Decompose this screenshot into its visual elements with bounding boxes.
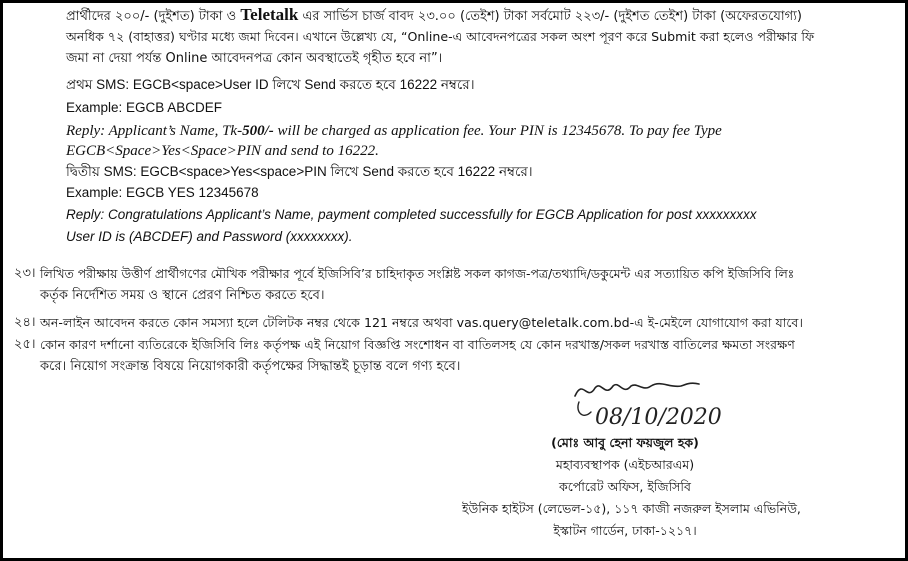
second-sms-example: Example: EGCB YES 12345678 <box>66 185 259 200</box>
item-23-line-2: কর্তৃক নির্দেশিত সময় ও স্থানে প্রেরণ নিশ্চিত করতে হবে। <box>40 288 325 303</box>
first-sms-example: Example: EGCB ABCDEF <box>66 100 223 115</box>
reply-fee-amount: 500/- <box>242 123 274 139</box>
first-sms-reply-line-1 <box>66 120 722 142</box>
paragraph-line-2: অনধিক ৭২ (বাহাত্তর) ঘণ্টার মধ্যে জমা দিবেন। এখানে উল্লেখ্য যে, “Online-এ আবেদনপত্রের সকল অংশ পূরণ করে Submit করা হলেও পরীক্ষার ফি <box>66 29 815 44</box>
fee-text-c: এর সার্ভিস চার্জ বাবদ ২৩.০০ (তেইশ) টাকা সর্বমোট ২২৩/- (দুইশত তেইশ) টাকা (অফেরতযোগ্য) <box>302 9 802 24</box>
signatory-office: কর্পোরেট অফিস, ইজিসিবি <box>559 479 691 494</box>
item-25-line-1: কোন কারণ দর্শানো ব্যতিরেকে ইজিসিবি লিঃ কর্তৃপক্ষ এই নিয়োগ বিজ্ঞপ্তি সংশোধন বা বাতিলসহ যে কোন দরখাস্ত/সকল দরখাস্ত বাতিলের ক্ষমতা সংরক্ষণ <box>40 337 795 352</box>
item-25-number: ২৫। <box>14 337 36 352</box>
paragraph-line-1 <box>66 4 802 28</box>
signatory-address-line-1: ইউনিক হাইটস (লেভেল-১৫), ১১৭ কাজী নজরুল ইসলাম এভিনিউ, <box>462 501 801 516</box>
handwritten-signature <box>565 372 745 432</box>
item-25-line-2: করে। নিয়োগ সংক্রান্ত বিষয়ে নিয়োগকারী কর্তৃপক্ষের সিদ্ধান্তই চূড়ান্ত বলে গণ্য হবে। <box>40 359 461 374</box>
item-24-line-1: অন-লাইন আবেদন করতে কোন সমস্যা হলে টেলিটক নম্বর থেকে 121 নম্বরে অথবা vas.query@teletalk.com.bd-এ ই-মেইলে যোগাযোগ করা যাবে। <box>40 315 803 330</box>
handwritten-date: 08/10/2020 <box>595 405 722 430</box>
reply-text-c: will be charged as application fee. Your PIN is 12345678. To pay fee Type <box>273 123 722 139</box>
fee-text-a: প্রার্থীদের ২০০/- (দুইশত) টাকা ও <box>66 9 237 24</box>
paragraph-line-3: জমা না দেয়া পর্যন্ত Online আবেদনপত্র কোন অবস্থাতেই গৃহীত হবে না”। <box>66 51 443 66</box>
first-sms-reply-line-2: EGCB<Space>Yes<Space>PIN and send to 16222. <box>66 143 379 159</box>
page-border-top <box>0 0 908 3</box>
signatory-name: (মোঃ আবু হেনা ফয়জুল হক) <box>551 435 699 450</box>
second-sms-reply-line-2: User ID is (ABCDEF) and Password (xxxxxxxx). <box>66 229 353 244</box>
reply-text-a: Reply: Applicant’s Name, Tk- <box>66 123 243 139</box>
teletalk-brand-text: Teletalk <box>240 5 299 24</box>
page-border-left <box>0 0 3 561</box>
item-24-number: ২৪। <box>14 315 36 330</box>
signatory-designation: মহাব্যবস্থাপক (এইচআরএম) <box>555 457 695 472</box>
signatory-address-line-2: ইস্কাটন গার্ডেন, ঢাকা-১২১৭। <box>553 523 697 538</box>
item-23-number: ২৩। <box>14 266 36 281</box>
item-23-line-1: লিখিত পরীক্ষায় উত্তীর্ণ প্রার্থীগণের মৌখিক পরীক্ষার পূর্বে ইজিসিবি’র চাহিদাকৃত সংশ্লিষ্ট সকল কাগজ-পত্র/তথ্যাদি/ডকুমেন্ট এর সত্যায়িত কপি ইজিসিবি লিঃ <box>40 266 795 281</box>
second-sms-reply-line-1: Reply: Congratulations Applicant’s Name, payment completed successfully for EGCB Application for post xxxxxxxxx <box>66 207 757 222</box>
first-sms-instruction: প্রথম SMS: EGCB<space>User ID লিখে Send করতে হবে 16222 নম্বরে। <box>66 77 475 92</box>
second-sms-instruction: দ্বিতীয় SMS: EGCB<space>Yes<space>PIN লিখে Send করতে হবে 16222 নম্বরে। <box>66 164 533 179</box>
